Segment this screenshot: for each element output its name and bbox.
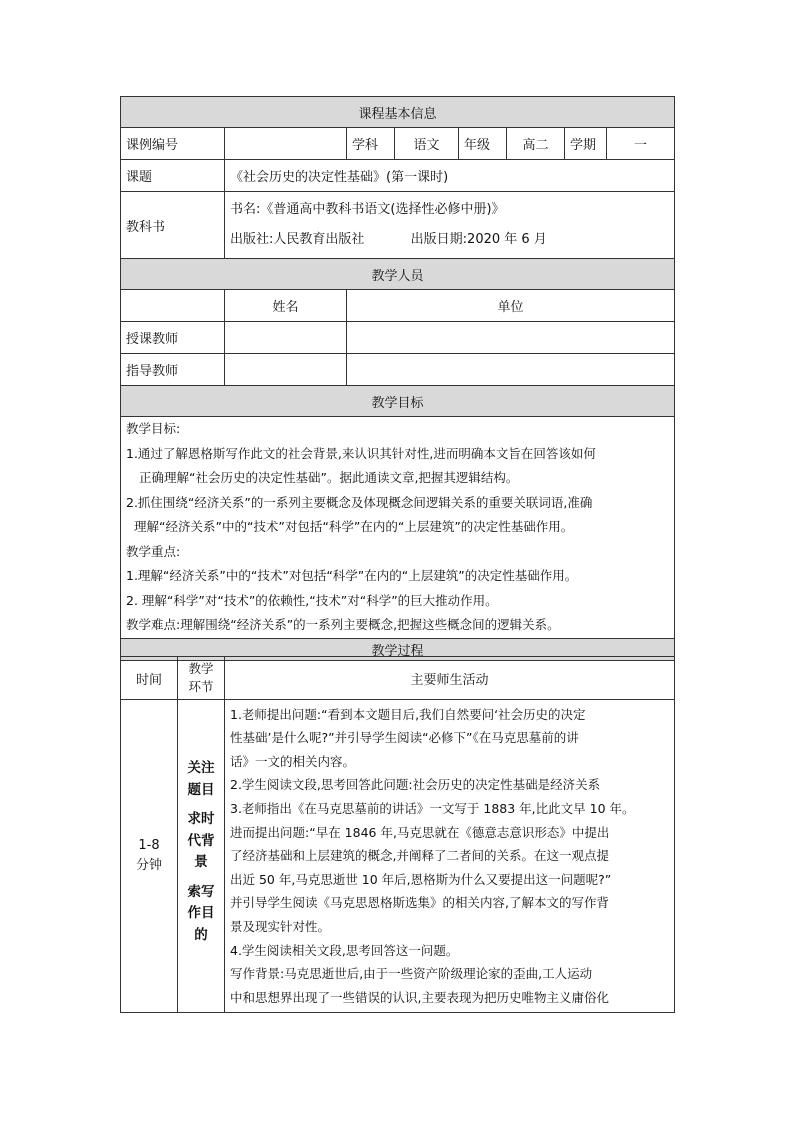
stage-cell: [178, 700, 225, 1013]
textbook-label: 教科书: [121, 192, 225, 259]
activity-line: 并引导学生阅读《马克思恩格斯选集》的相关内容,了解本文的写作背: [230, 895, 609, 911]
case-number-value: [225, 128, 347, 160]
objective-line: 教学重点:: [126, 543, 181, 559]
staff-role-col: [121, 290, 225, 322]
stage-block: 索写 作目 的: [187, 883, 215, 943]
objective-line: 1.通过了解恩格斯写作此文的社会背景,来认识其针对性,进而明确本文旨在回答该如何: [126, 445, 596, 461]
objectives-header: 教学目标: [121, 386, 675, 417]
activity-cell: [225, 700, 675, 1013]
staff-header: 教学人员: [121, 259, 675, 290]
process-table: [120, 656, 675, 1013]
subject-value: 语文: [395, 128, 459, 160]
staff-role: 指导教师: [121, 354, 225, 386]
objectives-body: [121, 417, 675, 639]
time-cell: 1-8 分钟: [121, 700, 178, 1013]
staff-name: [225, 354, 347, 386]
activity-line: 话》一文的相关内容。: [230, 753, 356, 769]
staff-role: 授课教师: [121, 322, 225, 354]
subject-label: 学科: [347, 128, 395, 160]
activity-line: 出近 50 年,马克思逝世 10 年后,恩格斯为什么又要提出这一问题呢?”: [230, 871, 612, 887]
staff-name: [225, 322, 347, 354]
publisher-row: [230, 225, 669, 255]
lesson-plan-table: [120, 96, 675, 661]
activity-line: 中和思想界出现了一些错误的认识,主要表现为把历史唯物主义庸俗化: [230, 989, 609, 1005]
objective-line: 教学目标:: [126, 421, 181, 437]
semester-label: 学期: [565, 128, 607, 160]
objective-line: 理解“经济关系”中的“技术”对包括“科学”在内的“上层建筑”的决定性基础作用。: [134, 519, 574, 535]
staff-unit: [347, 322, 675, 354]
staff-unit: [347, 354, 675, 386]
time-col-header: 时间: [121, 657, 178, 700]
stage-col-header: 教学 环节: [178, 657, 225, 700]
activity-line: 进而提出问题:“早在 1846 年,马克思就在《德意志意识形态》中提出: [230, 824, 610, 840]
activity-line: 了经济基础和上层建筑的概念,并阐释了二者间的关系。在这一观点提: [230, 848, 609, 864]
objective-line: 2. 理解“科学”对“技术”的依赖性,“技术”对“科学”的巨大推动作用。: [126, 592, 498, 608]
staff-unit-col: 单位: [347, 290, 675, 322]
topic-label: 课题: [121, 160, 225, 192]
objective-line: 教学难点:理解围绕“经济关系”的一系列主要概念,把握这些概念间的逻辑关系。: [126, 617, 560, 633]
activity-line: 1.老师提出问题:“看到本文题目后,我们自然要问‘社会历史的决定: [230, 706, 586, 722]
stage-block: 求时 代背 景: [187, 811, 215, 870]
publish-date: 出版日期:2020 年 6 月: [410, 232, 547, 247]
case-number-label: 课例编号: [121, 128, 225, 160]
activity-line: 景及现实针对性。: [230, 918, 331, 934]
activity-line: 写作背景:马克思逝世后,由于一些资产阶级理论家的歪曲,工人运动: [230, 966, 593, 982]
grade-value: 高二: [507, 128, 565, 160]
process-header: 教学过程: [121, 639, 675, 661]
activity-col-header: 主要师生活动: [225, 657, 675, 700]
activity-line: 4.学生阅读相关文段,思考回答这一问题。: [230, 942, 459, 958]
objective-line: 正确理解“社会历史的决定性基础”。据此通读文章,把握其逻辑结构。: [139, 470, 519, 486]
objective-line: 1.理解“经济关系”中的“技术”对包括“科学”在内的“上层建筑”的决定性基础作用。: [126, 568, 578, 584]
activity-line: 3.老师指出《在马克思墓前的讲话》一文写于 1883 年,比此文早 10 年。: [230, 801, 635, 817]
objective-line: 2.抓住围绕“经济关系”的一系列主要概念及体现概念间逻辑关系的重要关联词语,准确: [126, 494, 593, 510]
course-info-header: 课程基本信息: [121, 97, 675, 128]
topic-value: 《社会历史的决定性基础》(第一课时): [225, 160, 675, 192]
activity-line: 性基础’是什么呢?”并引导学生阅读“必修下”《在马克思墓前的讲: [230, 730, 579, 746]
grade-label: 年级: [459, 128, 507, 160]
textbook-info: [225, 192, 675, 259]
staff-name-col: 姓名: [225, 290, 347, 322]
publisher: 出版社:人民教育出版社: [230, 232, 365, 247]
activity-line: 2.学生阅读文段,思考回答此问题:社会历史的决定性基础是经济关系: [230, 777, 601, 793]
semester-value: 一: [607, 128, 675, 160]
book-name: 书名:《普通高中教科书语文(选择性必修中册)》: [230, 202, 505, 217]
stage-block: 关注 题目: [187, 760, 215, 798]
